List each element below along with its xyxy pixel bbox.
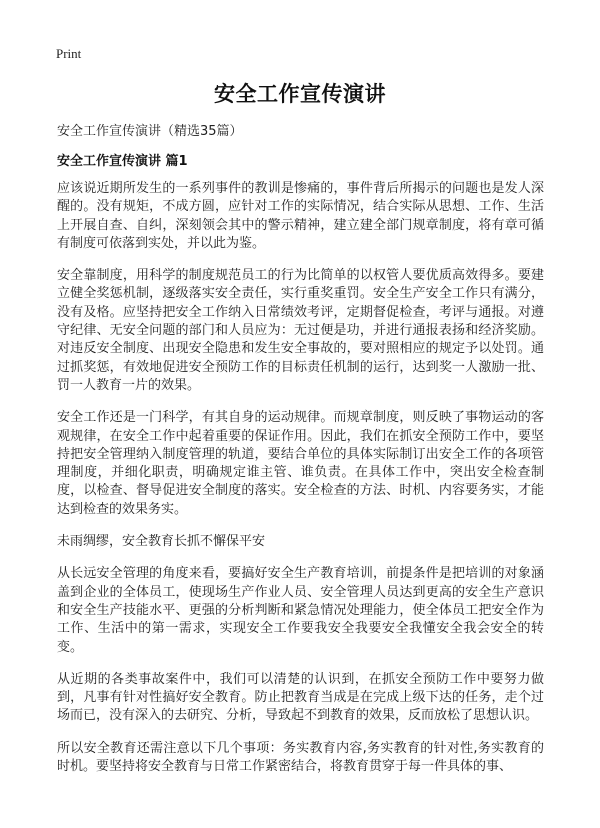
section-heading: 安全工作宣传演讲 篇1 bbox=[57, 154, 188, 169]
document-subtitle: 安全工作宣传演讲（精选35篇） bbox=[57, 124, 243, 139]
paragraph-subheading: 未雨绸缪，安全教育长抓不懈保平安 bbox=[57, 534, 266, 550]
paragraph: 从近期的各类事故案件中，我们可以清楚的认识到，在抓安全预防工作中要努力做到，凡事有针对性搞好安全教育。防止把教育当成是在完成上级下达的任务，走个过场而已，没有深入的去研究、分析，导致起不到教育的效果，反而放松了思想认识。 bbox=[57, 671, 544, 724]
print-link[interactable]: Print bbox=[56, 46, 82, 61]
paragraph: 安全工作还是一门科学，有其自身的运动规律。而规章制度，则反映了事物运动的客观规律，在安全工作中起着重要的保证作用。因此，我们在抓安全预防工作中，要坚持把安全管理纳入制度管理的轨道，要结合单位的具体实际制订出安全工作的各项管理制度，并细化职责，明确规定谁主管、谁负责。在具体工作中，突出安全检查制度，以检查、督导促进安全制度的落实。安全检查的方法、时机、内容要务实，才能达到检查的效果务实。 bbox=[57, 410, 544, 517]
paragraph: 所以安全教育还需注意以下几个事项：务实教育内容,务实教育的针对性,务实教育的时机。要坚持将安全教育与日常工作紧密结合，将教育贯穿于每一件具体的事、 bbox=[57, 740, 544, 775]
paragraph: 安全靠制度，用科学的制度规范员工的行为比简单的以权管人要优质高效得多。要建立健全奖惩机制，逐级落实安全责任，实行重奖重罚。安全生产安全工作只有满分，没有及格。应坚持把安全工作纳入日常绩效考评，定期督促检查，考评与通报。对遵守纪律、无安全问题的部门和人员应为：无过便是功，并进行通报表扬和经济奖励。对违反安全制度、出现安全隐患和发生安全事故的，要对照相应的规定予以处罚。通过抓奖惩，有效地促进安全预防工作的目标责任机制的运行，达到奖一人激励一批、罚一人教育一片的效果。 bbox=[57, 268, 544, 393]
document-body bbox=[57, 180, 544, 790]
paragraph: 应该说近期所发生的一系列事件的教训是惨痛的，事件背后所揭示的问题也是发人深醒的。没有规矩，不成方圆，应针对工作的实际情况，结合实际从思想、工作、生活上开展自查、自纠，深刻领会其中的警示精神，建立建全部门规章制度，将有章可循有制度可依落到实处，并以此为鉴。 bbox=[57, 181, 544, 251]
paragraph: 从长远安全管理的角度来看，要搞好安全生产教育培训，前提条件是把培训的对象涵盖到企业的全体员工，使现场生产作业人员、安全管理人员达到更高的安全生产意识和安全生产技能水平、更强的分析判断和紧急情况处理能力，使全体员工把安全作为工作、生活中的第一需求，实现安全工作要我安全我要安全我懂安全我会安全的转变。 bbox=[57, 566, 544, 655]
page-title: 安全工作宣传演讲 bbox=[214, 82, 386, 106]
